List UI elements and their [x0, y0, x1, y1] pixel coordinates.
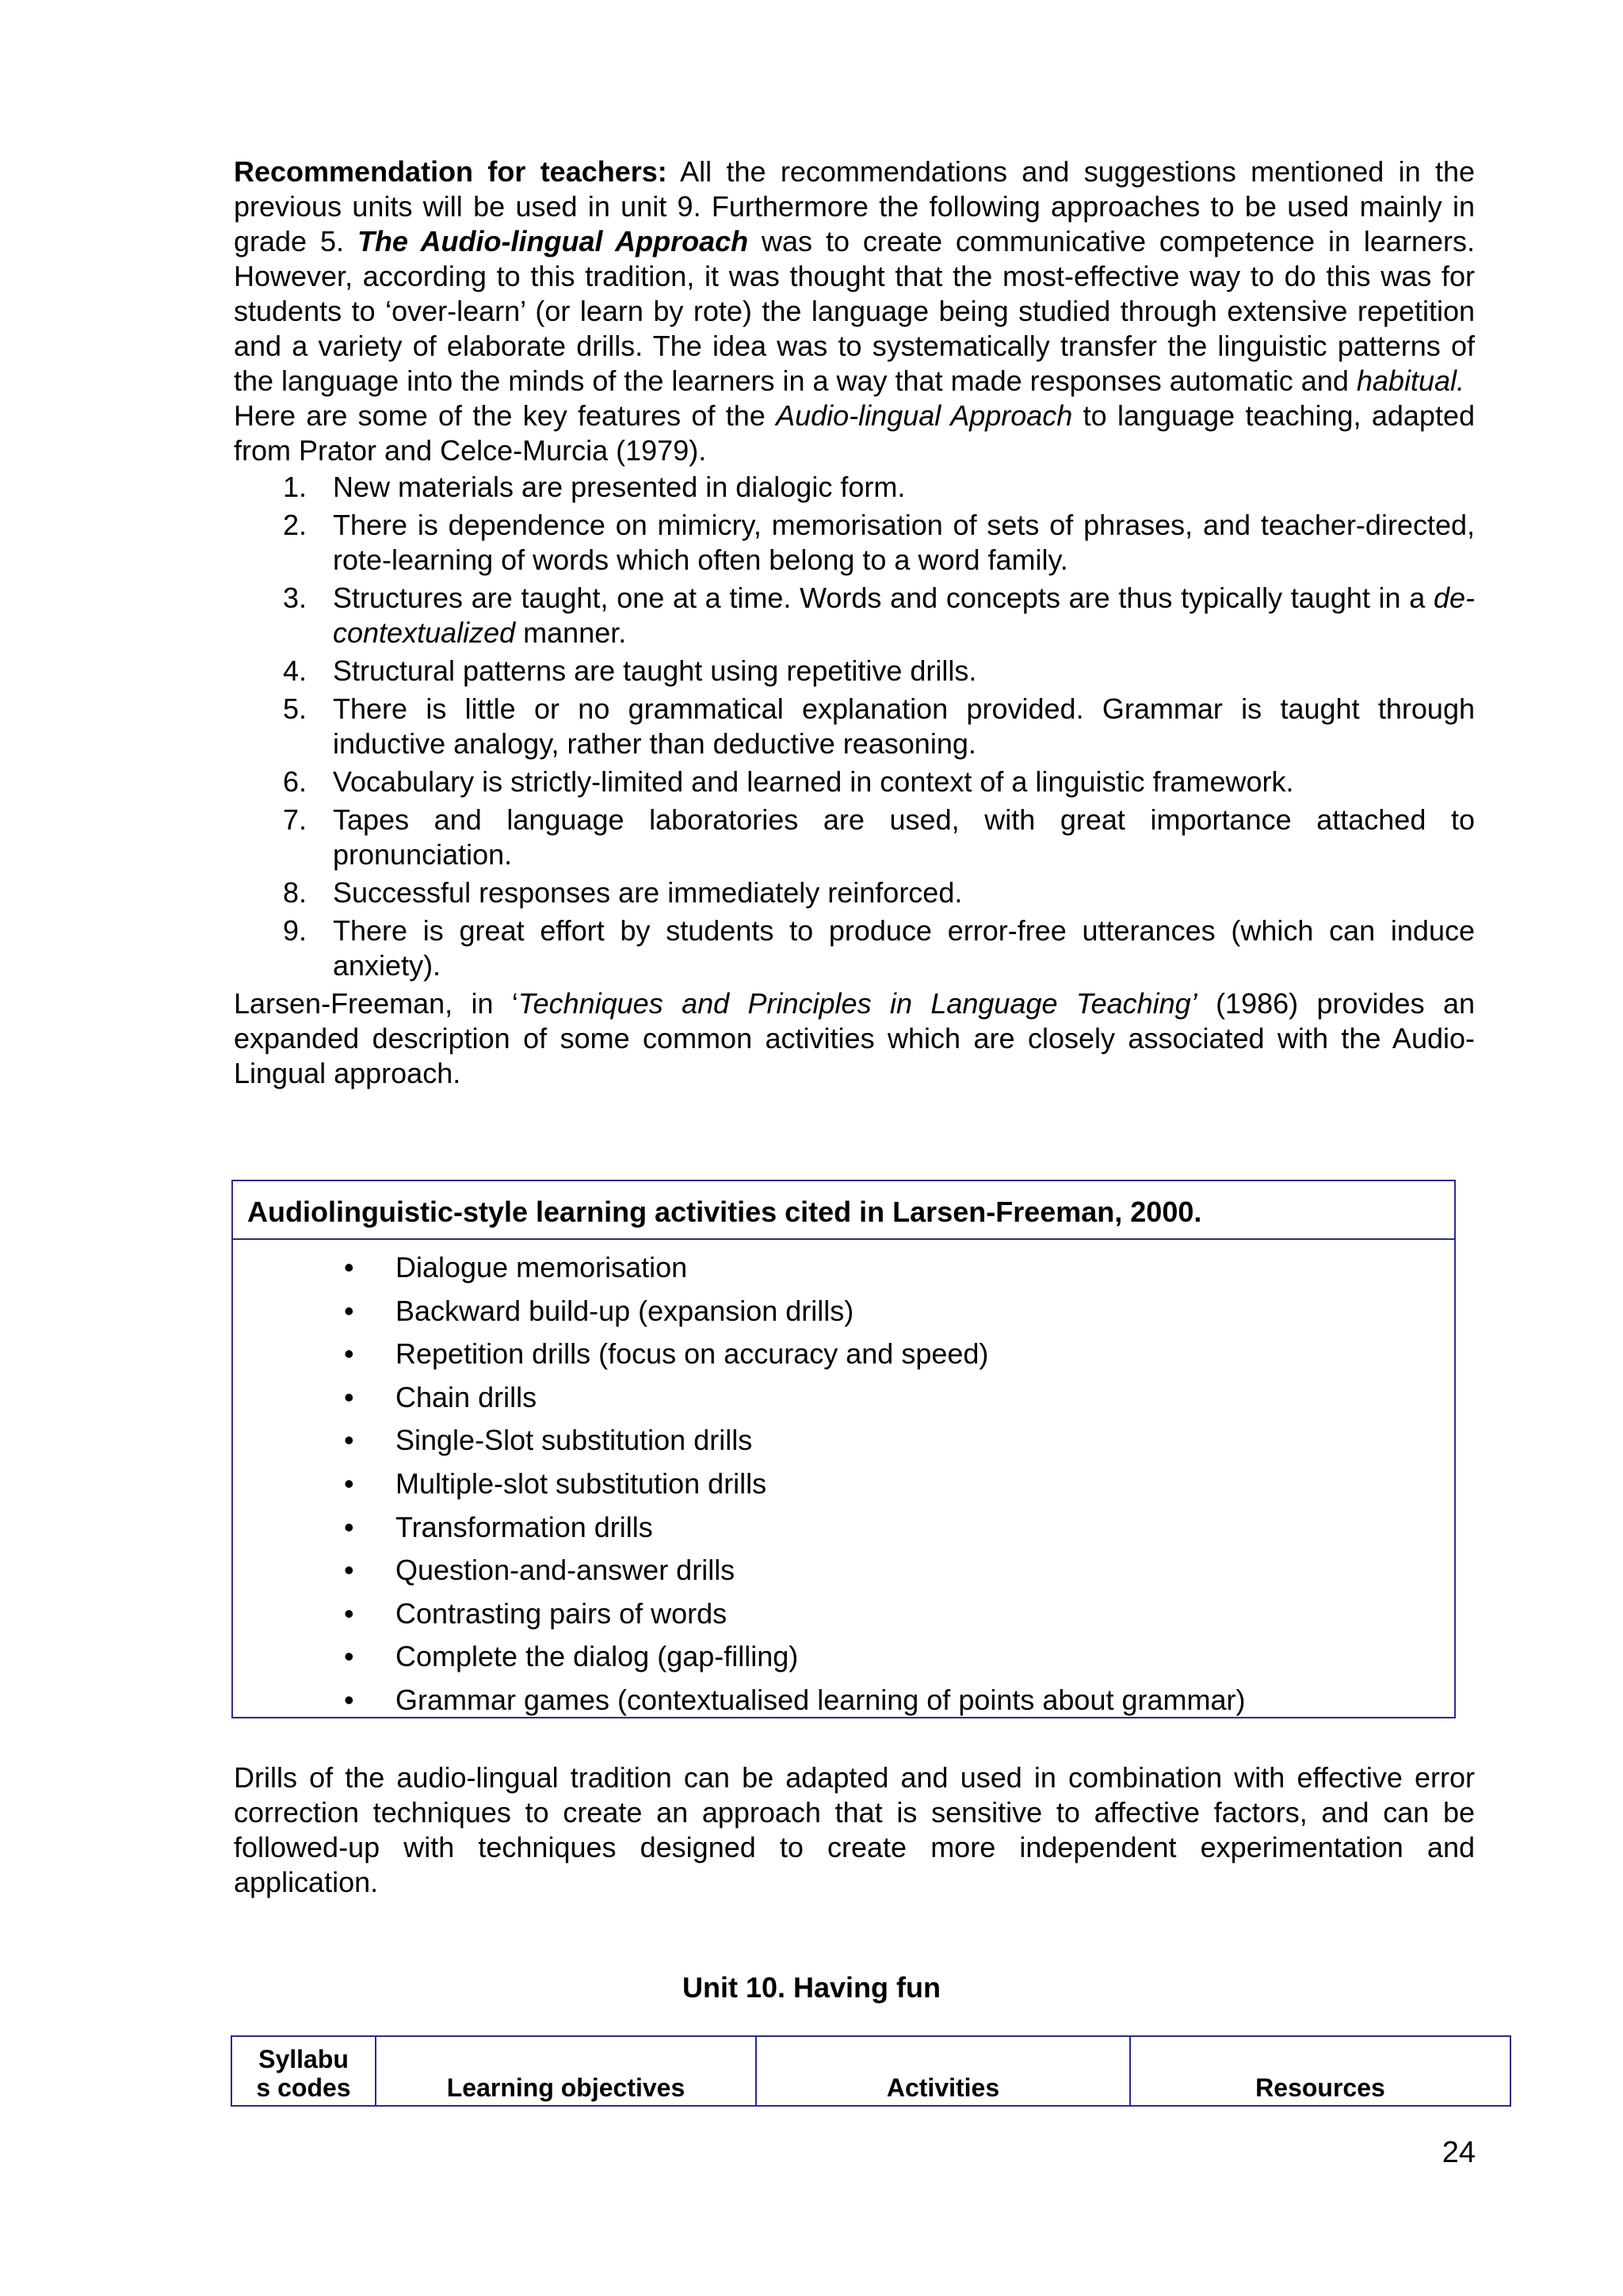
book-title: Techniques and Principles in Language Teaching’ — [517, 987, 1197, 1020]
activities-list — [233, 1240, 1454, 1722]
activities-heading: Audiolinguistic-style learning activities cited in Larsen-Freeman, 2000. — [233, 1181, 1454, 1240]
approach-name: The Audio-lingual Approach — [357, 225, 749, 257]
feature-item: 2. There is dependence on mimicry, memorisation of sets of phrases, and teacher-directed, rote-learning of words which often belong to a word family. — [283, 509, 1475, 576]
main-text — [234, 154, 1475, 1091]
list-item: • Contrasting pairs of words — [233, 1592, 1454, 1636]
larsen-paragraph: Larsen-Freeman, in ‘Techniques and Principles in Language Teaching’ (1986) provides an expanded description of some common activities which are closely associated with the Audio-Lingual approach. — [234, 987, 1475, 1089]
feature-item: 4. Structural patterns are taught using repetitive drills. — [283, 654, 977, 687]
features-list — [234, 470, 1475, 983]
recommendation-paragraph: Recommendation for teachers: All the recommendations and suggestions mentioned in the previous units will be used in unit 9. Furthermore the following approaches to be used mainly in grade 5. The Audio-lingual Approach was to create communicative competence in learners. However, according to this tradition, it was thought that the most-effective way to do this was for students to ‘over-learn’ (or learn by rote) the language being studied through extensive repetition and a variety of elaborate drills. The idea was to systematically transfer the linguistic patterns of the language into the minds of the learners in a way that made responses automatic and habitual. — [234, 155, 1475, 397]
unit-title: Unit 10. Having fun — [682, 1971, 941, 2004]
header-activities: Activities — [756, 2036, 1130, 2106]
list-item: • Single-Slot substitution drills — [233, 1419, 1454, 1463]
feature-item: 3. Structures are taught, one at a time. Words and concepts are thus typically taught in a de-contextualized manner. — [283, 582, 1475, 649]
activities-box — [231, 1180, 1456, 1718]
list-item: • Question-and-answer drills — [233, 1549, 1454, 1592]
drills-text — [234, 1760, 1475, 1900]
page-number: 24 — [1442, 2136, 1476, 2169]
header-resources: Resources — [1130, 2036, 1510, 2106]
feature-item: 8. Successful responses are immediately reinforced. — [283, 876, 963, 909]
feature-item: 7. Tapes and language laboratories are used, with great importance attached to pronunciation. — [283, 803, 1475, 871]
feature-item: 1. New materials are presented in dialogic form. — [283, 471, 906, 503]
list-item: • Repetition drills (focus on accuracy and speed) — [233, 1333, 1454, 1376]
list-item: • Dialogue memorisation — [233, 1246, 1454, 1290]
recommendation-label: Recommendation for teachers: — [234, 155, 667, 188]
table-header-row — [231, 2036, 1510, 2106]
features-intro: Here are some of the key features of the Audio-lingual Approach to language teaching, adapted from Prator and Celce-Murcia (1979). — [234, 399, 1475, 467]
list-item: • Transformation drills — [233, 1506, 1454, 1550]
header-learning-objectives: Learning objectives — [376, 2036, 756, 2106]
list-item: • Grammar games (contextualised learning of points about grammar) — [233, 1679, 1454, 1722]
list-item: • Backward build-up (expansion drills) — [233, 1290, 1454, 1333]
header-syllabus-codes: Syllabu s codes — [231, 2036, 376, 2106]
feature-item: 5. There is little or no grammatical explanation provided. Grammar is taught through inductive analogy, rather than deductive reasoning. — [283, 692, 1475, 760]
drills-paragraph: Drills of the audio-lingual tradition can be adapted and used in combination with effective error correction techniques to create an approach that is sensitive to affective factors, and can be followed-up with techniques designed to create more independent experimentation and application. — [234, 1761, 1475, 1898]
syllabus-table — [231, 2035, 1511, 2107]
feature-item: 9. There is great effort by students to produce error-free utterances (which can induce anxiety). — [283, 914, 1475, 982]
feature-item: 6. Vocabulary is strictly-limited and learned in context of a linguistic framework. — [283, 765, 1294, 798]
list-item: • Multiple-slot substitution drills — [233, 1463, 1454, 1506]
list-item: • Complete the dialog (gap-filling) — [233, 1635, 1454, 1679]
list-item: • Chain drills — [233, 1376, 1454, 1420]
